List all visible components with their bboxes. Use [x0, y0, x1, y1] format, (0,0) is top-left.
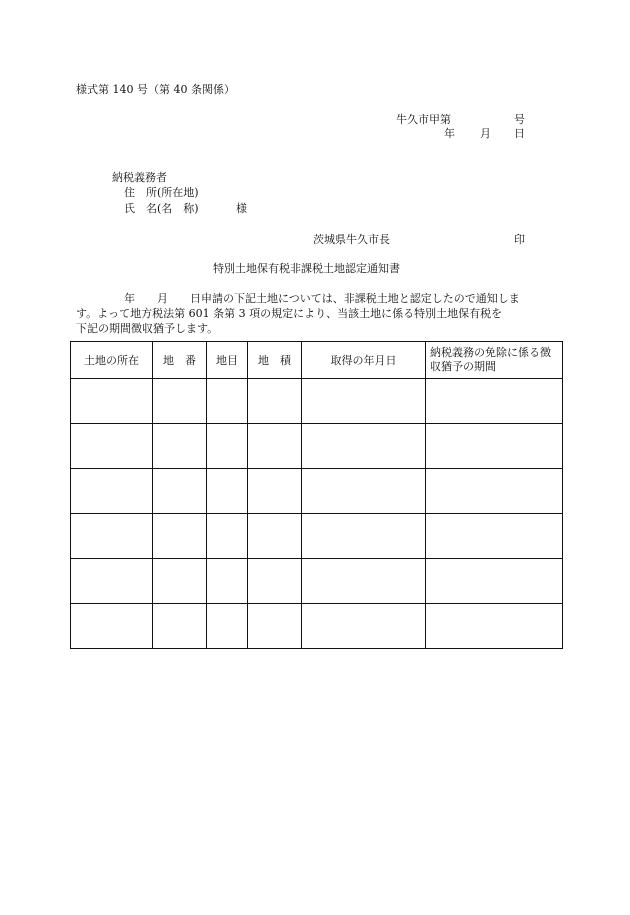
- table-cell[interactable]: [153, 469, 207, 514]
- table-cell[interactable]: [153, 379, 207, 424]
- header-land-area: 地 積: [248, 342, 302, 379]
- notice-body-line-1: 年 月 日申請の下記土地については、非課税土地と認定したので通知しま: [124, 292, 520, 305]
- table-cell[interactable]: [248, 469, 302, 514]
- table-cell[interactable]: [207, 379, 248, 424]
- header-land-location: 土地の所在: [71, 342, 153, 379]
- table-cell[interactable]: [302, 469, 426, 514]
- document-title: 特別土地保有税非課税土地認定通知書: [213, 262, 400, 275]
- table-cell[interactable]: [302, 559, 426, 604]
- table-row: [71, 514, 563, 559]
- table-cell[interactable]: [207, 604, 248, 649]
- table-row: [71, 469, 563, 514]
- header-lot-number: 地 番: [153, 342, 207, 379]
- table-cell[interactable]: [71, 379, 153, 424]
- table-cell[interactable]: [71, 469, 153, 514]
- table-cell[interactable]: [207, 514, 248, 559]
- notice-body-line-3: 下記の期間徴収猶予します。: [76, 322, 219, 335]
- honorific: 様: [236, 202, 247, 215]
- date-month-label: 月: [480, 127, 491, 140]
- date-day-label: 日: [514, 127, 525, 140]
- table-cell[interactable]: [426, 604, 563, 649]
- addressee-title: 納税義務者: [112, 171, 167, 184]
- table-cell[interactable]: [426, 379, 563, 424]
- table-cell[interactable]: [71, 604, 153, 649]
- table-cell[interactable]: [71, 514, 153, 559]
- table-cell[interactable]: [426, 469, 563, 514]
- table-row: [71, 379, 563, 424]
- table-cell[interactable]: [248, 424, 302, 469]
- addressee-name-label: 氏 名(名 称): [124, 202, 199, 215]
- addressee-address-label: 住 所(所在地): [124, 186, 199, 199]
- table-cell[interactable]: [71, 559, 153, 604]
- table-cell[interactable]: [302, 604, 426, 649]
- header-land-category: 地目: [207, 342, 248, 379]
- seal-mark: 印: [514, 233, 525, 246]
- table-cell[interactable]: [426, 559, 563, 604]
- document-number-prefix: 牛久市甲第: [396, 113, 451, 126]
- table-cell[interactable]: [71, 424, 153, 469]
- table-header-row: [71, 342, 563, 379]
- table-cell[interactable]: [207, 424, 248, 469]
- form-number: 様式第 140 号（第 40 条関係）: [76, 83, 235, 96]
- table-cell[interactable]: [426, 424, 563, 469]
- table-cell[interactable]: [426, 514, 563, 559]
- table-row: [71, 604, 563, 649]
- table-cell[interactable]: [302, 514, 426, 559]
- header-acquisition-date: 取得の年月日: [302, 342, 426, 379]
- table-cell[interactable]: [207, 469, 248, 514]
- table-cell[interactable]: [302, 379, 426, 424]
- table-row: [71, 559, 563, 604]
- table-cell[interactable]: [248, 559, 302, 604]
- table-cell[interactable]: [153, 424, 207, 469]
- table-cell[interactable]: [248, 379, 302, 424]
- table-cell[interactable]: [153, 514, 207, 559]
- document-number-suffix: 号: [514, 113, 525, 126]
- notice-body: [76, 291, 556, 336]
- table-cell[interactable]: [302, 424, 426, 469]
- table-cell[interactable]: [248, 514, 302, 559]
- table-cell[interactable]: [153, 604, 207, 649]
- table-cell[interactable]: [207, 559, 248, 604]
- header-deferral-period: 納税義務の免除に係る徴収猶予の期間: [426, 342, 563, 379]
- table-row: [71, 424, 563, 469]
- table-cell[interactable]: [248, 604, 302, 649]
- issuer-name: 茨城県牛久市長: [313, 233, 390, 246]
- notice-body-line-2: す。よって地方税法第 601 条第 3 項の規定により、当該土地に係る特別土地保有税を: [76, 307, 503, 320]
- table-cell[interactable]: [153, 559, 207, 604]
- land-table: [70, 341, 563, 649]
- date-year-label: 年: [444, 127, 455, 140]
